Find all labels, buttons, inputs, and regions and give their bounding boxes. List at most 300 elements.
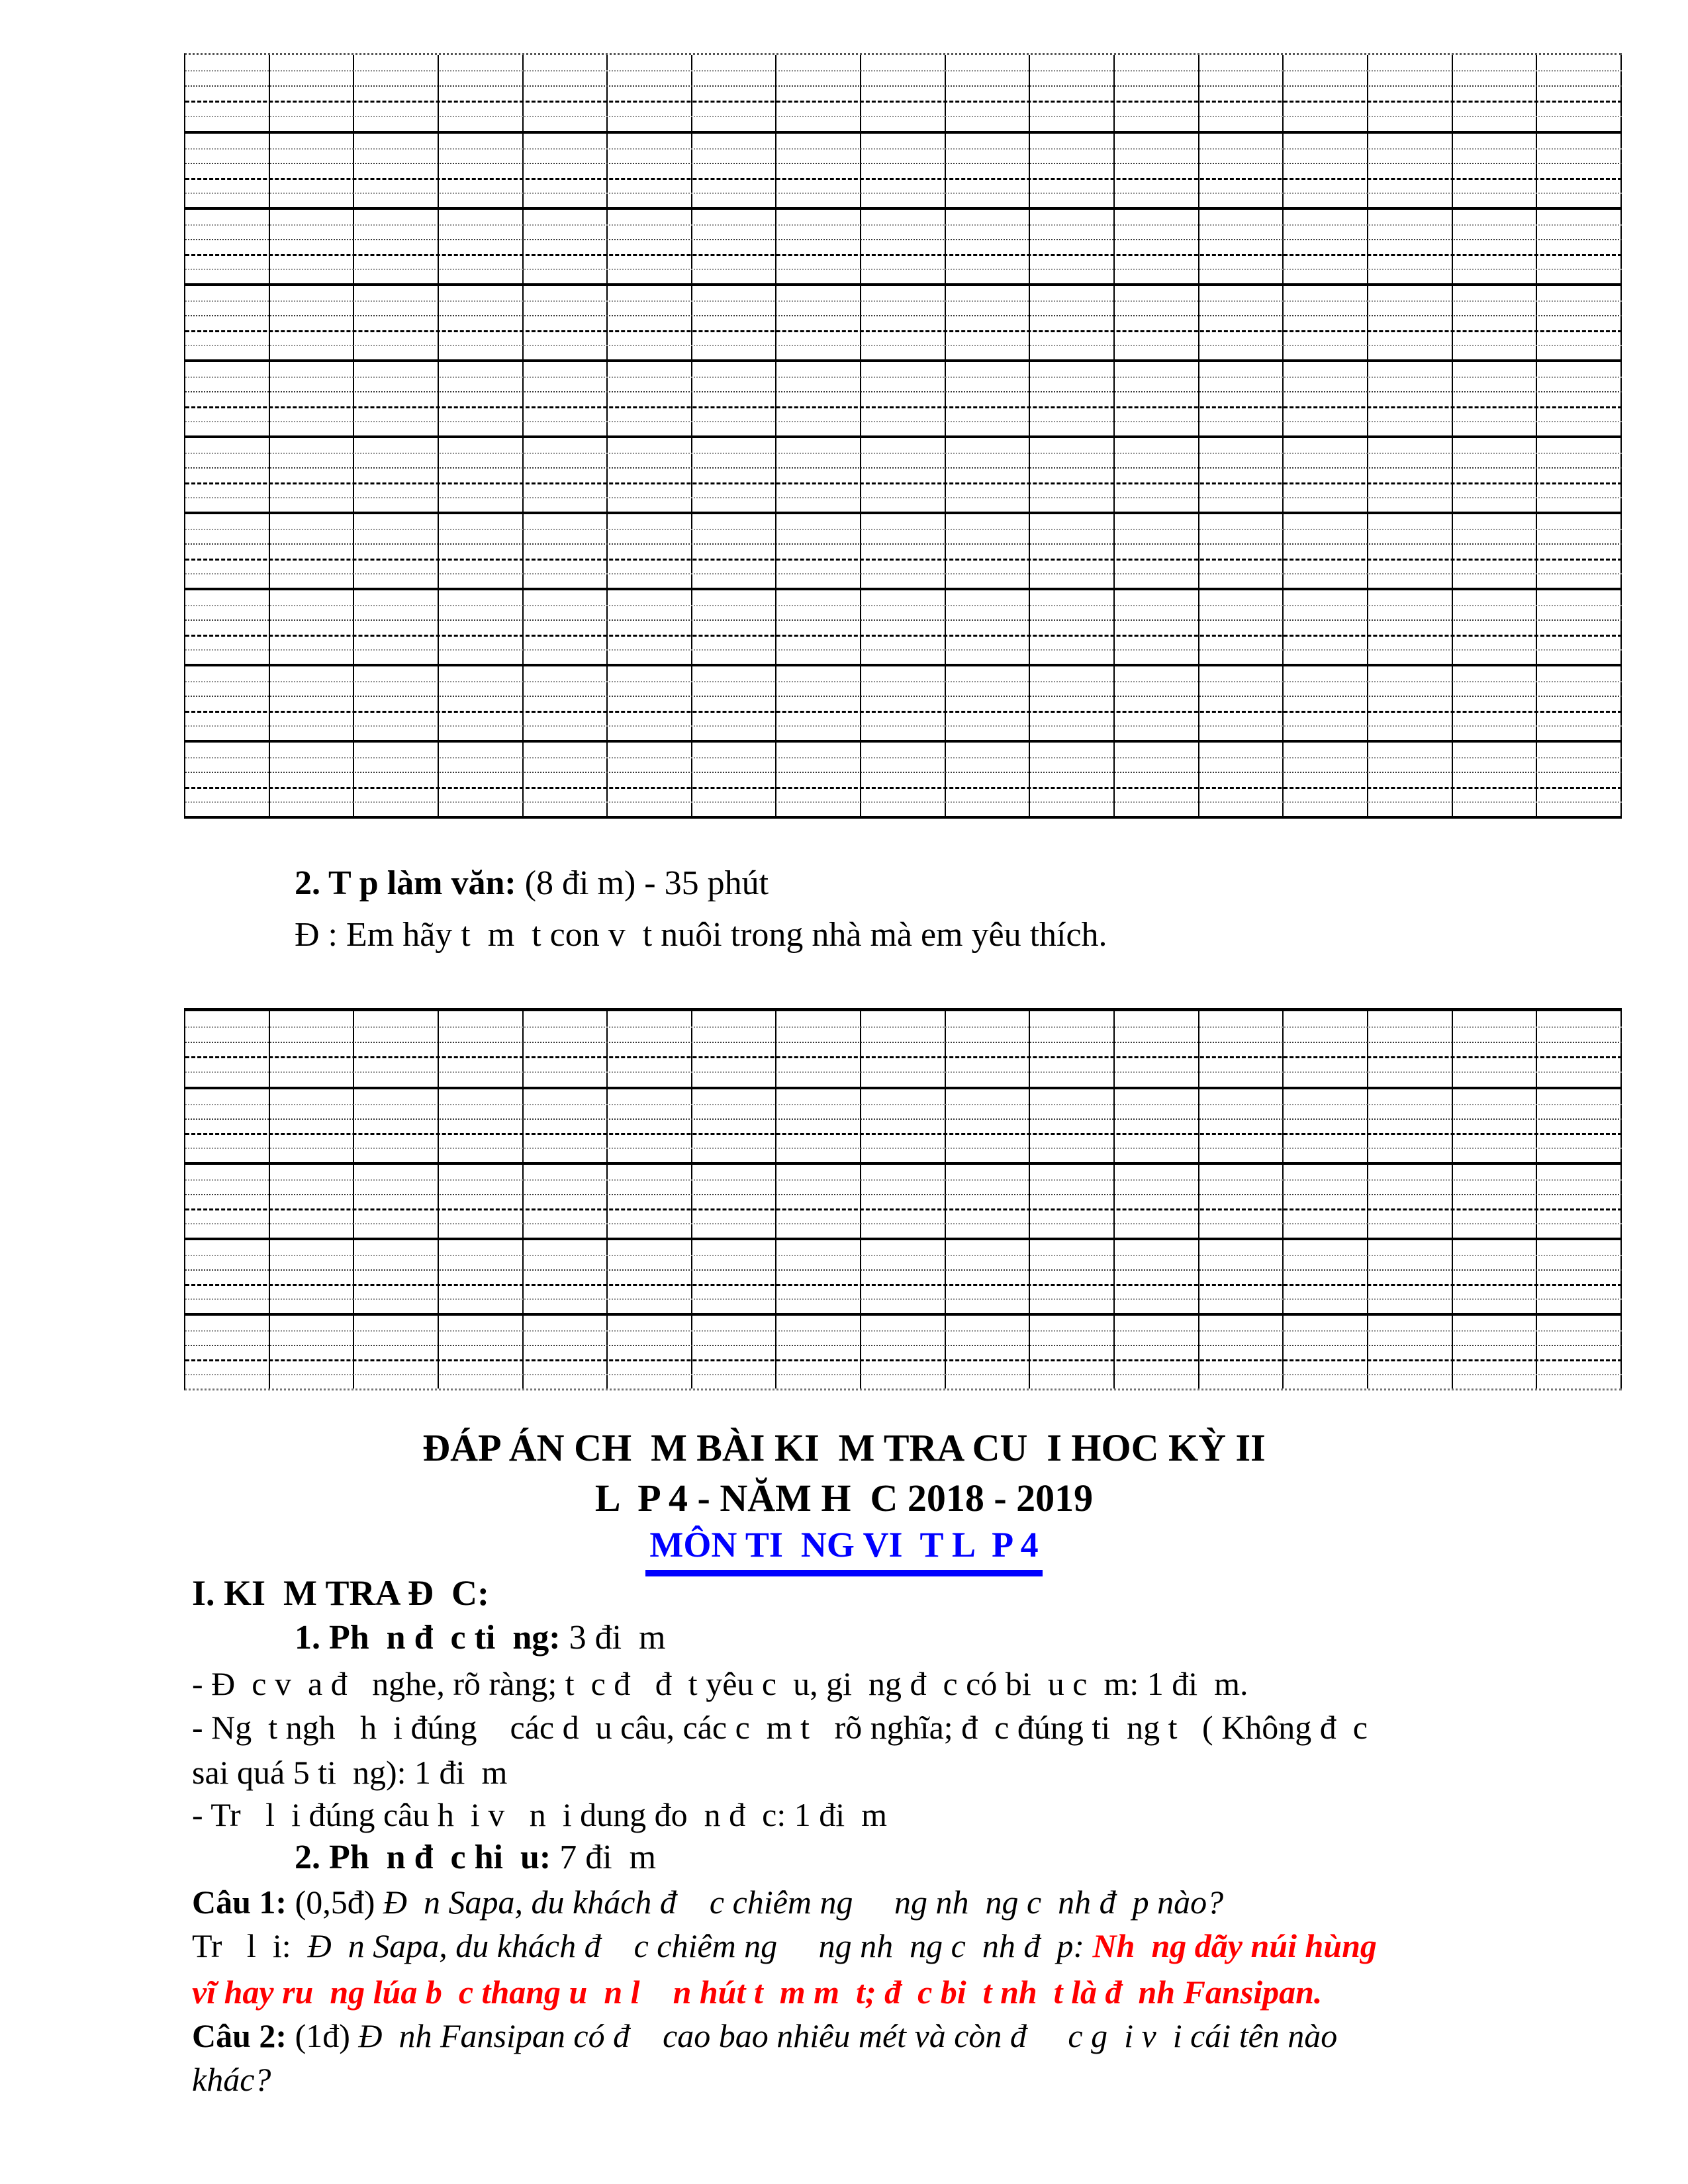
writing-cell (1368, 743, 1453, 816)
writing-cell (1030, 1240, 1115, 1313)
writing-cell (1368, 1011, 1453, 1087)
writing-cell (439, 1011, 524, 1087)
writing-cell (861, 666, 946, 740)
essay-heading-points: (8 đi m) - 35 phút (524, 864, 769, 902)
writing-cell (270, 1011, 355, 1087)
handwriting-grid-middle (184, 1008, 1622, 1390)
writing-cell (1368, 666, 1453, 740)
writing-cell (1284, 362, 1368, 435)
writing-cell (946, 210, 1031, 283)
writing-cell (1537, 1011, 1622, 1087)
writing-cell (692, 438, 777, 512)
writing-cell (524, 743, 608, 816)
writing-cell (1030, 666, 1115, 740)
question1-text: Đ n Sapa, du khách đ c chiêm ng ng nh ng c nh đ p nào? (383, 1884, 1224, 1921)
writing-cell (270, 1240, 355, 1313)
writing-cell (1284, 1011, 1368, 1087)
writing-cell (608, 1165, 692, 1238)
writing-cell (692, 1089, 777, 1162)
writing-cell (354, 134, 439, 207)
writing-cell (439, 55, 524, 131)
subject-line: MÔN TI NG VI T L P 4 (645, 1522, 1042, 1576)
writing-cell (946, 1165, 1031, 1238)
question2-text-line2: khác? (192, 2061, 271, 2098)
writing-cell (861, 210, 946, 283)
writing-cell (608, 438, 692, 512)
writing-cell (185, 55, 270, 131)
writing-cell (946, 438, 1031, 512)
writing-cell (524, 590, 608, 664)
essay-heading-label: 2. T p làm văn: (295, 864, 525, 902)
writing-cell (861, 1316, 946, 1388)
writing-cell (861, 362, 946, 435)
writing-cell (861, 286, 946, 359)
writing-cell (439, 743, 524, 816)
writing-cell (270, 55, 355, 131)
writing-cell (946, 134, 1031, 207)
writing-cell (1030, 55, 1115, 131)
answer1-label: Tr l i: (192, 1927, 308, 1964)
writing-cell (1115, 590, 1199, 664)
writing-row (185, 359, 1622, 435)
writing-cell (185, 666, 270, 740)
writing-row (185, 740, 1622, 816)
writing-cell (439, 438, 524, 512)
writing-cell (524, 1240, 608, 1313)
writing-cell (1368, 590, 1453, 664)
writing-cell (354, 743, 439, 816)
writing-cell (1115, 55, 1199, 131)
writing-cell (1030, 1089, 1115, 1162)
writing-cell (692, 210, 777, 283)
writing-cell (776, 438, 861, 512)
writing-cell (1199, 1011, 1284, 1087)
writing-cell (776, 1316, 861, 1388)
writing-cell (692, 514, 777, 588)
writing-cell (861, 1011, 946, 1087)
bullet2-line1: - Ng t ngh h i đúng các d u câu, các c m t rõ nghĩa; đ c đúng ti ng t ( Không đ c (192, 1709, 1368, 1746)
writing-cell (1115, 514, 1199, 588)
question2-line (192, 2013, 1337, 2058)
writing-cell (185, 590, 270, 664)
writing-cell (692, 1011, 777, 1087)
writing-cell (608, 55, 692, 131)
writing-cell (1030, 1011, 1115, 1087)
writing-cell (776, 1165, 861, 1238)
writing-cell (1368, 514, 1453, 588)
writing-cell (946, 362, 1031, 435)
writing-cell (861, 438, 946, 512)
writing-cell (185, 134, 270, 207)
writing-cell (439, 1240, 524, 1313)
writing-cell (354, 1165, 439, 1238)
writing-cell (439, 362, 524, 435)
writing-cell (946, 666, 1031, 740)
writing-cell (524, 210, 608, 283)
writing-cell (946, 1011, 1031, 1087)
writing-cell (270, 134, 355, 207)
writing-cell (270, 514, 355, 588)
writing-cell (692, 743, 777, 816)
writing-cell (1453, 55, 1538, 131)
writing-cell (185, 286, 270, 359)
subject-line-wrap (0, 1522, 1688, 1576)
writing-row (185, 283, 1622, 359)
writing-cell (608, 1089, 692, 1162)
writing-cell (692, 286, 777, 359)
writing-cell (861, 743, 946, 816)
writing-cell (1199, 590, 1284, 664)
answer-key-title-line2: L P 4 - NĂM H C 2018 - 2019 (594, 1477, 1094, 1520)
writing-cell (1453, 743, 1538, 816)
answer-key-title-line1: ĐÁP ÁN CH M BÀI KI M TRA CU I HOC KỲ II (422, 1426, 1266, 1469)
section1-heading: I. KI M TRA Đ C: (192, 1573, 490, 1613)
writing-cell (1284, 1089, 1368, 1162)
writing-cell (1284, 666, 1368, 740)
writing-cell (1199, 286, 1284, 359)
question1-label: Câu 1: (192, 1884, 295, 1921)
writing-cell (1537, 1089, 1622, 1162)
essay-prompt: Đ : Em hãy t m t con v t nuôi trong nhà mà em yêu thích. (295, 916, 1107, 954)
writing-cell (439, 514, 524, 588)
answer1-highlight-line2: vĩ hay ru ng lúa b c thang u n l n hút t m m t; đ c bi t nh t là đ nh Fansipan. (192, 1974, 1323, 2011)
writing-cell (1453, 362, 1538, 435)
writing-cell (354, 514, 439, 588)
answer1-text: Đ n Sapa, du khách đ c chiêm ng ng nh ng c nh đ p: (307, 1927, 1093, 1964)
writing-cell (1368, 210, 1453, 283)
writing-row (185, 512, 1622, 588)
writing-row (185, 1087, 1622, 1162)
writing-cell (861, 134, 946, 207)
writing-cell (1199, 514, 1284, 588)
writing-cell (1284, 514, 1368, 588)
writing-cell (1368, 55, 1453, 131)
writing-cell (1030, 134, 1115, 207)
bullet1: - Đ c v a đ nghe, rõ ràng; t c đ đ t yêu c u, gi ng đ c có bi u c m: 1 đi m. (192, 1665, 1248, 1702)
writing-cell (692, 590, 777, 664)
writing-cell (185, 1165, 270, 1238)
writing-row (185, 131, 1622, 207)
writing-cell (1368, 1089, 1453, 1162)
writing-cell (1284, 743, 1368, 816)
writing-cell (1115, 666, 1199, 740)
writing-cell (1537, 514, 1622, 588)
writing-cell (776, 1089, 861, 1162)
writing-cell (1030, 210, 1115, 283)
writing-cell (1115, 286, 1199, 359)
writing-cell (608, 1316, 692, 1388)
writing-cell (185, 1240, 270, 1313)
writing-cell (354, 666, 439, 740)
writing-cell (1368, 1165, 1453, 1238)
writing-cell (354, 286, 439, 359)
writing-cell (776, 1011, 861, 1087)
writing-cell (1115, 1165, 1199, 1238)
writing-cell (776, 362, 861, 435)
writing-cell (1115, 1240, 1199, 1313)
bullet2-line2: sai quá 5 ti ng): 1 đi m (192, 1754, 508, 1791)
question1-points: (0,5đ) (295, 1884, 383, 1921)
part1-points: 3 đi m (569, 1619, 666, 1657)
part2-label: 2. Ph n đ c hi u: (295, 1839, 560, 1876)
writing-cell (1537, 1240, 1622, 1313)
question2-text: Đ nh Fansipan có đ cao bao nhiêu mét và còn đ c g i v i cái tên nào (358, 2017, 1338, 2054)
writing-cell (1199, 210, 1284, 283)
writing-cell (1284, 286, 1368, 359)
part2-points: 7 đi m (559, 1839, 657, 1876)
writing-row (185, 1313, 1622, 1388)
question1-line (192, 1880, 1223, 1925)
writing-cell (270, 1165, 355, 1238)
writing-row (185, 55, 1622, 131)
writing-cell (1537, 590, 1622, 664)
writing-cell (1453, 210, 1538, 283)
writing-cell (692, 362, 777, 435)
writing-cell (1199, 55, 1284, 131)
writing-cell (185, 438, 270, 512)
writing-cell (1368, 438, 1453, 512)
writing-row (185, 588, 1622, 664)
writing-cell (776, 666, 861, 740)
writing-cell (1199, 1240, 1284, 1313)
writing-cell (1030, 743, 1115, 816)
writing-cell (270, 286, 355, 359)
writing-cell (946, 743, 1031, 816)
writing-cell (439, 590, 524, 664)
writing-row (185, 207, 1622, 283)
writing-cell (439, 210, 524, 283)
writing-cell (1453, 1165, 1538, 1238)
writing-cell (354, 1240, 439, 1313)
writing-row (185, 435, 1622, 512)
writing-cell (354, 438, 439, 512)
writing-cell (439, 1165, 524, 1238)
writing-cell (946, 1316, 1031, 1388)
writing-cell (1453, 590, 1538, 664)
writing-cell (1199, 1316, 1284, 1388)
part1-line (295, 1615, 666, 1661)
writing-cell (1537, 210, 1622, 283)
writing-cell (608, 362, 692, 435)
writing-cell (439, 666, 524, 740)
writing-cell (776, 210, 861, 283)
writing-cell (524, 666, 608, 740)
writing-cell (270, 590, 355, 664)
essay-section-heading (295, 860, 769, 907)
writing-cell (608, 286, 692, 359)
writing-cell (185, 210, 270, 283)
writing-cell (439, 1089, 524, 1162)
writing-cell (1030, 514, 1115, 588)
writing-cell (692, 134, 777, 207)
writing-cell (1284, 1316, 1368, 1388)
writing-cell (861, 1089, 946, 1162)
writing-cell (608, 514, 692, 588)
writing-cell (1368, 134, 1453, 207)
writing-cell (354, 1011, 439, 1087)
writing-cell (1199, 1165, 1284, 1238)
writing-cell (270, 1089, 355, 1162)
writing-cell (1115, 1316, 1199, 1388)
writing-cell (608, 1011, 692, 1087)
writing-cell (1537, 55, 1622, 131)
writing-row (185, 1162, 1622, 1238)
writing-cell (270, 1316, 355, 1388)
writing-cell (354, 362, 439, 435)
writing-cell (185, 743, 270, 816)
writing-cell (946, 286, 1031, 359)
writing-cell (776, 286, 861, 359)
writing-cell (354, 1089, 439, 1162)
writing-cell (1284, 210, 1368, 283)
writing-cell (1030, 1165, 1115, 1238)
writing-cell (776, 1240, 861, 1313)
writing-cell (1284, 1240, 1368, 1313)
bullet3: - Tr l i đúng câu h i v n i dung đo n đ c: 1 đi m (192, 1796, 887, 1833)
writing-cell (776, 55, 861, 131)
writing-cell (270, 210, 355, 283)
writing-cell (1453, 134, 1538, 207)
writing-cell (1199, 438, 1284, 512)
writing-cell (1453, 1316, 1538, 1388)
writing-cell (946, 1240, 1031, 1313)
writing-cell (608, 210, 692, 283)
writing-cell (1115, 1089, 1199, 1162)
writing-cell (1115, 743, 1199, 816)
writing-cell (1199, 743, 1284, 816)
writing-cell (439, 1316, 524, 1388)
answer1-highlight: Nh ng dãy núi hùng (1092, 1927, 1377, 1964)
writing-cell (354, 210, 439, 283)
writing-cell (861, 514, 946, 588)
writing-cell (524, 514, 608, 588)
writing-cell (524, 134, 608, 207)
writing-cell (692, 55, 777, 131)
writing-cell (1537, 743, 1622, 816)
writing-cell (1284, 55, 1368, 131)
writing-cell (354, 55, 439, 131)
question2-points: (1đ) (295, 2017, 359, 2054)
part1-label: 1. Ph n đ c ti ng: (295, 1619, 569, 1657)
writing-cell (1537, 438, 1622, 512)
writing-cell (861, 1165, 946, 1238)
writing-cell (524, 1316, 608, 1388)
writing-cell (524, 1089, 608, 1162)
writing-cell (861, 590, 946, 664)
writing-cell (608, 743, 692, 816)
writing-cell (692, 666, 777, 740)
writing-cell (1284, 134, 1368, 207)
writing-cell (1030, 362, 1115, 435)
writing-cell (776, 514, 861, 588)
writing-cell (692, 1165, 777, 1238)
writing-cell (1284, 590, 1368, 664)
writing-cell (1368, 286, 1453, 359)
part2-line (295, 1835, 656, 1881)
writing-cell (1199, 134, 1284, 207)
writing-cell (608, 590, 692, 664)
writing-cell (1030, 286, 1115, 359)
answer1-line (192, 1923, 1377, 1968)
writing-cell (861, 1240, 946, 1313)
writing-cell (776, 134, 861, 207)
question2-label: Câu 2: (192, 2017, 295, 2054)
writing-cell (1453, 286, 1538, 359)
writing-cell (608, 666, 692, 740)
writing-cell (1453, 514, 1538, 588)
writing-cell (524, 438, 608, 512)
writing-cell (354, 1316, 439, 1388)
writing-cell (608, 1240, 692, 1313)
writing-cell (524, 362, 608, 435)
writing-cell (1368, 1316, 1453, 1388)
writing-cell (1368, 1240, 1453, 1313)
writing-cell (185, 1316, 270, 1388)
writing-cell (439, 286, 524, 359)
handwriting-grid-top (184, 53, 1622, 819)
writing-cell (1453, 666, 1538, 740)
writing-cell (946, 1089, 1031, 1162)
writing-cell (524, 1165, 608, 1238)
writing-cell (1284, 1165, 1368, 1238)
writing-cell (1537, 666, 1622, 740)
writing-cell (354, 590, 439, 664)
writing-cell (1537, 362, 1622, 435)
writing-cell (524, 286, 608, 359)
writing-cell (1537, 134, 1622, 207)
writing-cell (270, 743, 355, 816)
writing-cell (1199, 362, 1284, 435)
writing-cell (185, 1089, 270, 1162)
writing-cell (1537, 1316, 1622, 1388)
writing-cell (1453, 1011, 1538, 1087)
writing-cell (776, 590, 861, 664)
writing-cell (1030, 1316, 1115, 1388)
writing-cell (270, 362, 355, 435)
writing-cell (1284, 438, 1368, 512)
writing-row (185, 664, 1622, 740)
writing-cell (270, 438, 355, 512)
writing-cell (946, 55, 1031, 131)
writing-cell (861, 55, 946, 131)
writing-cell (185, 1011, 270, 1087)
writing-cell (1115, 438, 1199, 512)
writing-cell (1453, 438, 1538, 512)
writing-row (185, 1238, 1622, 1313)
writing-cell (692, 1240, 777, 1313)
writing-cell (946, 514, 1031, 588)
writing-cell (776, 743, 861, 816)
writing-cell (185, 514, 270, 588)
writing-cell (524, 55, 608, 131)
writing-cell (524, 1011, 608, 1087)
writing-cell (1199, 1089, 1284, 1162)
writing-cell (1537, 1165, 1622, 1238)
writing-cell (946, 590, 1031, 664)
writing-cell (1115, 134, 1199, 207)
writing-cell (1537, 286, 1622, 359)
writing-cell (1115, 210, 1199, 283)
writing-cell (1115, 362, 1199, 435)
writing-cell (1453, 1240, 1538, 1313)
writing-cell (1030, 438, 1115, 512)
writing-row (185, 1011, 1622, 1087)
writing-cell (1199, 666, 1284, 740)
writing-cell (1115, 1011, 1199, 1087)
writing-cell (1030, 590, 1115, 664)
writing-cell (608, 134, 692, 207)
writing-cell (185, 362, 270, 435)
